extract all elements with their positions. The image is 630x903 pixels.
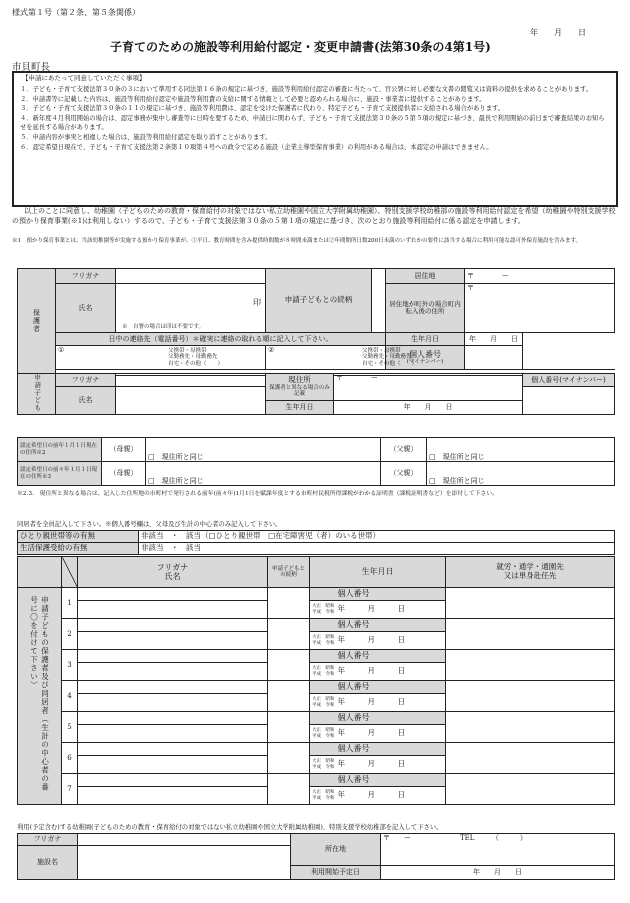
member-work[interactable]: [446, 650, 615, 681]
single-parent-label: ひとり親世帯等の有無: [18, 531, 139, 543]
member-work[interactable]: [446, 712, 615, 743]
father-prior-address-2[interactable]: [427, 462, 615, 486]
members-body: [17, 587, 615, 805]
mynumber-label-pad: [310, 712, 336, 725]
era-labels[interactable]: 大正 昭和 平成 令和: [310, 725, 336, 743]
member-work[interactable]: [446, 619, 615, 650]
child-furigana-field[interactable]: [116, 374, 266, 387]
mynumber-label-pad: [310, 743, 336, 756]
member-name[interactable]: [78, 601, 268, 619]
child-dob-field[interactable]: 年 月 日: [334, 400, 523, 414]
facility-name-field[interactable]: [78, 846, 291, 880]
child-dob-label: 生年月日: [266, 400, 334, 414]
member-dob[interactable]: 年 月 日: [336, 694, 446, 712]
relation-label: 申請子どもとの続柄: [266, 269, 372, 333]
era-labels[interactable]: 大正 昭和 平成 令和: [310, 601, 336, 619]
member-furigana[interactable]: [78, 743, 268, 756]
member-dob[interactable]: 年 月 日: [336, 725, 446, 743]
notice-heading: 【申請にあたって同意していただく事項】: [22, 74, 146, 82]
guardian-furigana-field[interactable]: [116, 269, 266, 284]
notice-item: ５．申請内容が事実と相違した場合は、施設等利用給付認定を取り消すことがあります。: [20, 133, 272, 141]
household-members-table: [17, 556, 615, 588]
col-relation-header: 申請子どもとの続柄: [268, 557, 310, 588]
household-side-corner: [18, 557, 62, 588]
row-number: 3: [62, 650, 78, 681]
member-furigana[interactable]: [78, 588, 268, 601]
father-label: （父親）: [381, 462, 427, 486]
row-number: 6: [62, 743, 78, 774]
member-name[interactable]: [78, 694, 268, 712]
contact-2-field[interactable]: ② 父携帯・母携帯 父勤務先・母勤務先 自宅・その他（ ）: [266, 346, 386, 370]
member-dob[interactable]: 年 月 日: [336, 787, 446, 805]
member-work[interactable]: [446, 774, 615, 805]
facility-name-label: 施設名: [18, 846, 78, 880]
member-relation[interactable]: [268, 681, 310, 712]
member-furigana[interactable]: [78, 619, 268, 632]
addressee: 市貝町長: [12, 62, 51, 73]
mother-label: （母親）: [102, 438, 146, 462]
notice-list: [20, 85, 610, 152]
notice-item: ３．子ども・子育て支援法第３０条の１１の規定に基づき、施設等利用費は、認定を受けた保護者に代わり、特定子ども・子育て支援提供者に支給される場合があります。: [20, 105, 505, 113]
mynumber-label-pad: [310, 681, 336, 694]
same-as-checkbox[interactable]: □ 現住所と同じ: [429, 452, 485, 461]
seal-mark: 印: [253, 298, 261, 307]
guardian-name-label: 氏名: [56, 284, 116, 333]
member-relation[interactable]: [268, 619, 310, 650]
start-date-field[interactable]: 年 月 日: [381, 866, 615, 880]
household-flags-table: [17, 530, 615, 555]
member-mynumber-label: 個人番号: [336, 588, 446, 601]
facility-table: [17, 833, 615, 880]
child-name-label: 氏名: [56, 387, 116, 415]
single-parent-options[interactable]: 非該当 ・ 該当（□ひとり親世帯 □在宅障害児（者）のいる世帯）: [139, 531, 615, 543]
guardian-mynumber-label: 個人番号 (マイナンバー): [386, 346, 465, 370]
child-mynumber-label: 個人番号(マイナンバー): [523, 374, 615, 387]
guardian-mynumber-field[interactable]: [465, 346, 523, 370]
child-address-label: 現住所 保護者と異なる場合のみ記載: [266, 374, 334, 401]
child-furigana-label: フリガナ: [56, 374, 116, 387]
guardian-name-field[interactable]: [116, 284, 266, 333]
member-name[interactable]: [78, 632, 268, 650]
member-furigana[interactable]: [78, 712, 268, 725]
member-mynumber-label: 個人番号: [336, 712, 446, 725]
facility-address-field[interactable]: 〒 ー TEL （ ）: [381, 834, 615, 866]
guardian-child-table: [17, 268, 615, 376]
guardian-dob-field[interactable]: 年 月 日: [465, 333, 523, 346]
contact-1-types: 父携帯・母携帯 父勤務先・母勤務先 自宅・その他（ ）: [168, 348, 224, 367]
father-prior-address-1[interactable]: [427, 438, 615, 462]
member-name[interactable]: [78, 725, 268, 743]
notice-item: ６．認定希望日現在で、子ども・子育て支援法第２条第１０項第４号への政令で定める施設（企業主導型保育事業）の利用がある場合は、本認定の申請はできません。: [20, 143, 493, 151]
facility-furigana-field[interactable]: [78, 834, 291, 846]
member-relation[interactable]: [268, 743, 310, 774]
same-as-checkbox[interactable]: □ 現住所と同じ: [429, 476, 485, 485]
child-table: [17, 373, 615, 415]
guardian-section-label: 保護者: [18, 269, 56, 376]
member-work[interactable]: [446, 743, 615, 774]
mother-prior-address-1[interactable]: [146, 438, 381, 462]
row-number: 2: [62, 619, 78, 650]
consent-notice-box: [12, 71, 618, 207]
row-number: 1: [62, 588, 78, 619]
row-number: 5: [62, 712, 78, 743]
member-mynumber-label: 個人番号: [336, 650, 446, 663]
member-furigana[interactable]: [78, 774, 268, 787]
member-name[interactable]: [78, 787, 268, 805]
era-labels[interactable]: 大正 昭和 平成 令和: [310, 663, 336, 681]
mynumber-label-pad: [310, 588, 336, 601]
welfare-options[interactable]: 非該当 ・ 該当: [139, 543, 615, 555]
transfer-label: 居住地が町外の場合町内転入後の住所: [386, 284, 465, 333]
notice-item: ４．新年度４月利用開始の場合は、認定事務が集中し審査等に日時を要するため、申請日に関わらず、子ども・子育て支援法第３０条の５第５項の規定に基づき、最長で利用開始の前日まで審査結果のお知らせを延長する場合があります。: [20, 114, 605, 132]
member-name[interactable]: [78, 756, 268, 774]
facility-address-label: 所在地: [291, 834, 381, 866]
member-dob[interactable]: 年 月 日: [336, 756, 446, 774]
contact-1-field[interactable]: ① 父携帯・母携帯 父勤務先・母勤務先 自宅・その他（ ）: [56, 346, 266, 370]
address-label: 居住地: [386, 269, 465, 284]
era-labels[interactable]: 大正 昭和 平成 令和: [310, 756, 336, 774]
member-work[interactable]: [446, 588, 615, 619]
member-mynumber-label: 個人番号: [336, 681, 446, 694]
col-name-header: フリガナ 氏名: [78, 557, 268, 588]
member-relation[interactable]: [268, 650, 310, 681]
notice-item: １．子ども・子育て支援法第３０条の３において準用する同法第１６条の規定に基づき、施設等利用給付認定の審査に当たって、官公署に対し必要な文書の閲覧又は資料の提供を求めることがあります。: [20, 86, 593, 93]
member-relation[interactable]: [268, 588, 310, 619]
welfare-label: 生活保護受給の有無: [18, 543, 139, 555]
col-dob-header: 生年月日: [310, 557, 446, 588]
child-name-field[interactable]: [116, 387, 266, 415]
facility-furigana-label: フリガナ: [18, 834, 78, 846]
member-mynumber-label: 個人番号: [336, 619, 446, 632]
contact-label: 日中の連絡先（電話番号）＊確実に連絡の取れる順に記入して下さい。: [56, 333, 386, 346]
mother-label: （母親）: [102, 462, 146, 486]
footnote-2-3: ※2.3. 現住所と異なる場合は、記入した住所地の市町村で発行される前年(前々年)1月1日を賦課年度とする市町村民税所得課税がわかる証明書（課税証明書など）を添付して下さい。: [17, 491, 498, 497]
start-date-label: 利用開始予定日: [291, 866, 381, 880]
contact-2-types: 父携帯・母携帯 父勤務先・母勤務先 自宅・その他（ ）: [362, 348, 418, 367]
same-as-checkbox[interactable]: □ 現住所と同じ: [148, 452, 204, 461]
member-work[interactable]: [446, 681, 615, 712]
mynumber-label-pad: [310, 774, 336, 787]
member-relation[interactable]: [268, 712, 310, 743]
seal-note: ※ 自署の場合は印は不要です。: [122, 323, 205, 330]
child-address-field[interactable]: 〒 ー: [334, 374, 523, 401]
footnote-1: ※1 預かり保育事業とは、当該幼稚園等が実施する預かり保育事業が、①平日、教育時間を含み提供時間数が８時間未満または②年間開所日数200日未満のいずれかの要件に該当する場合に利用可能な認可外保育施設を含みます。: [12, 238, 582, 244]
prior-address-table: [17, 437, 615, 486]
guardian-furigana-label: フリガナ: [56, 269, 116, 284]
row-number: 7: [62, 774, 78, 805]
mother-prior-address-2[interactable]: [146, 462, 381, 486]
household-rows: [17, 587, 614, 805]
notice-item: ２．申請書等に記載した内容は、施設等利用給付認定や施設等利用費の支給に関する情報として必要と認められる場合に、施設・事業者に提供することがあります。: [20, 95, 486, 103]
household-intro: 同居者を全員記入して下さい。※個人番号欄は、父母及び生計の中心者のみ記入して下さい。: [17, 521, 282, 528]
diagonal-header: [62, 557, 78, 588]
row-number: 4: [62, 681, 78, 712]
member-dob[interactable]: 年 月 日: [336, 601, 446, 619]
same-as-checkbox[interactable]: □ 現住所と同じ: [148, 476, 204, 485]
member-dob[interactable]: 年 月 日: [336, 663, 446, 681]
form-number: 様式第１号（第２条、第５条関係）: [12, 8, 140, 17]
member-relation[interactable]: [268, 774, 310, 805]
transfer-field[interactable]: 〒: [465, 284, 615, 333]
guardian-dob-label: 生年月日: [386, 333, 465, 346]
mynumber-label-pad: [310, 650, 336, 663]
era-labels[interactable]: 大正 昭和 平成 令和: [310, 787, 336, 805]
child-section-label: 申請子ども: [18, 374, 56, 415]
prior-address-1-label: 認定希望日の前年１月１日現在の住所※2: [18, 438, 102, 462]
era-labels[interactable]: 大正 昭和 平成 令和: [310, 694, 336, 712]
era-labels[interactable]: 大正 昭和 平成 令和: [310, 632, 336, 650]
prior-address-2-label: 認定希望日の前々年１月１日現在の住所※3: [18, 462, 102, 486]
member-dob[interactable]: 年 月 日: [336, 632, 446, 650]
facility-intro: 利用(予定含む)する幼稚園(子どものための教育・保育給付の対象ではない私立幼稚園や国立大学附属幼稚園)、特別支援学校幼稚部を記入して下さい。: [17, 824, 443, 831]
child-mynumber-field[interactable]: [523, 387, 615, 415]
date-line: 年 月 日: [530, 28, 586, 37]
consent-text: 以上のことに同意し、幼稚園（子どものための教育・保育給付の対象ではない私立幼稚園や国立大学附属幼稚園）、特別支援学校幼稚部の施設等利用給付認定を希望（幼稚園や特別支援学校の預かり保育事業(※1)は利用しない）するので、子ども・子育て支援法第３０条の５第１項の規定に基づき、次のとおり施設等利用給付に係る認定を申請します。: [12, 207, 616, 225]
col-work-header: 就労・通学・通園先 又は単身赴任先: [446, 557, 615, 588]
member-mynumber-label: 個人番号: [336, 774, 446, 787]
page-title: 子育てのための施設等利用給付認定・変更申請書(法第30条の4第1号): [110, 40, 491, 54]
member-furigana[interactable]: [78, 681, 268, 694]
member-name[interactable]: [78, 663, 268, 681]
address-field[interactable]: 〒 ー: [465, 269, 615, 284]
household-side-label: 申請子どもの保護者及び同居者（生計の中心者の番号に〇を付けて下さい）: [18, 588, 62, 804]
father-label: （父親）: [381, 438, 427, 462]
relation-field[interactable]: [372, 269, 386, 333]
member-furigana[interactable]: [78, 650, 268, 663]
member-mynumber-label: 個人番号: [336, 743, 446, 756]
mynumber-label-pad: [310, 619, 336, 632]
